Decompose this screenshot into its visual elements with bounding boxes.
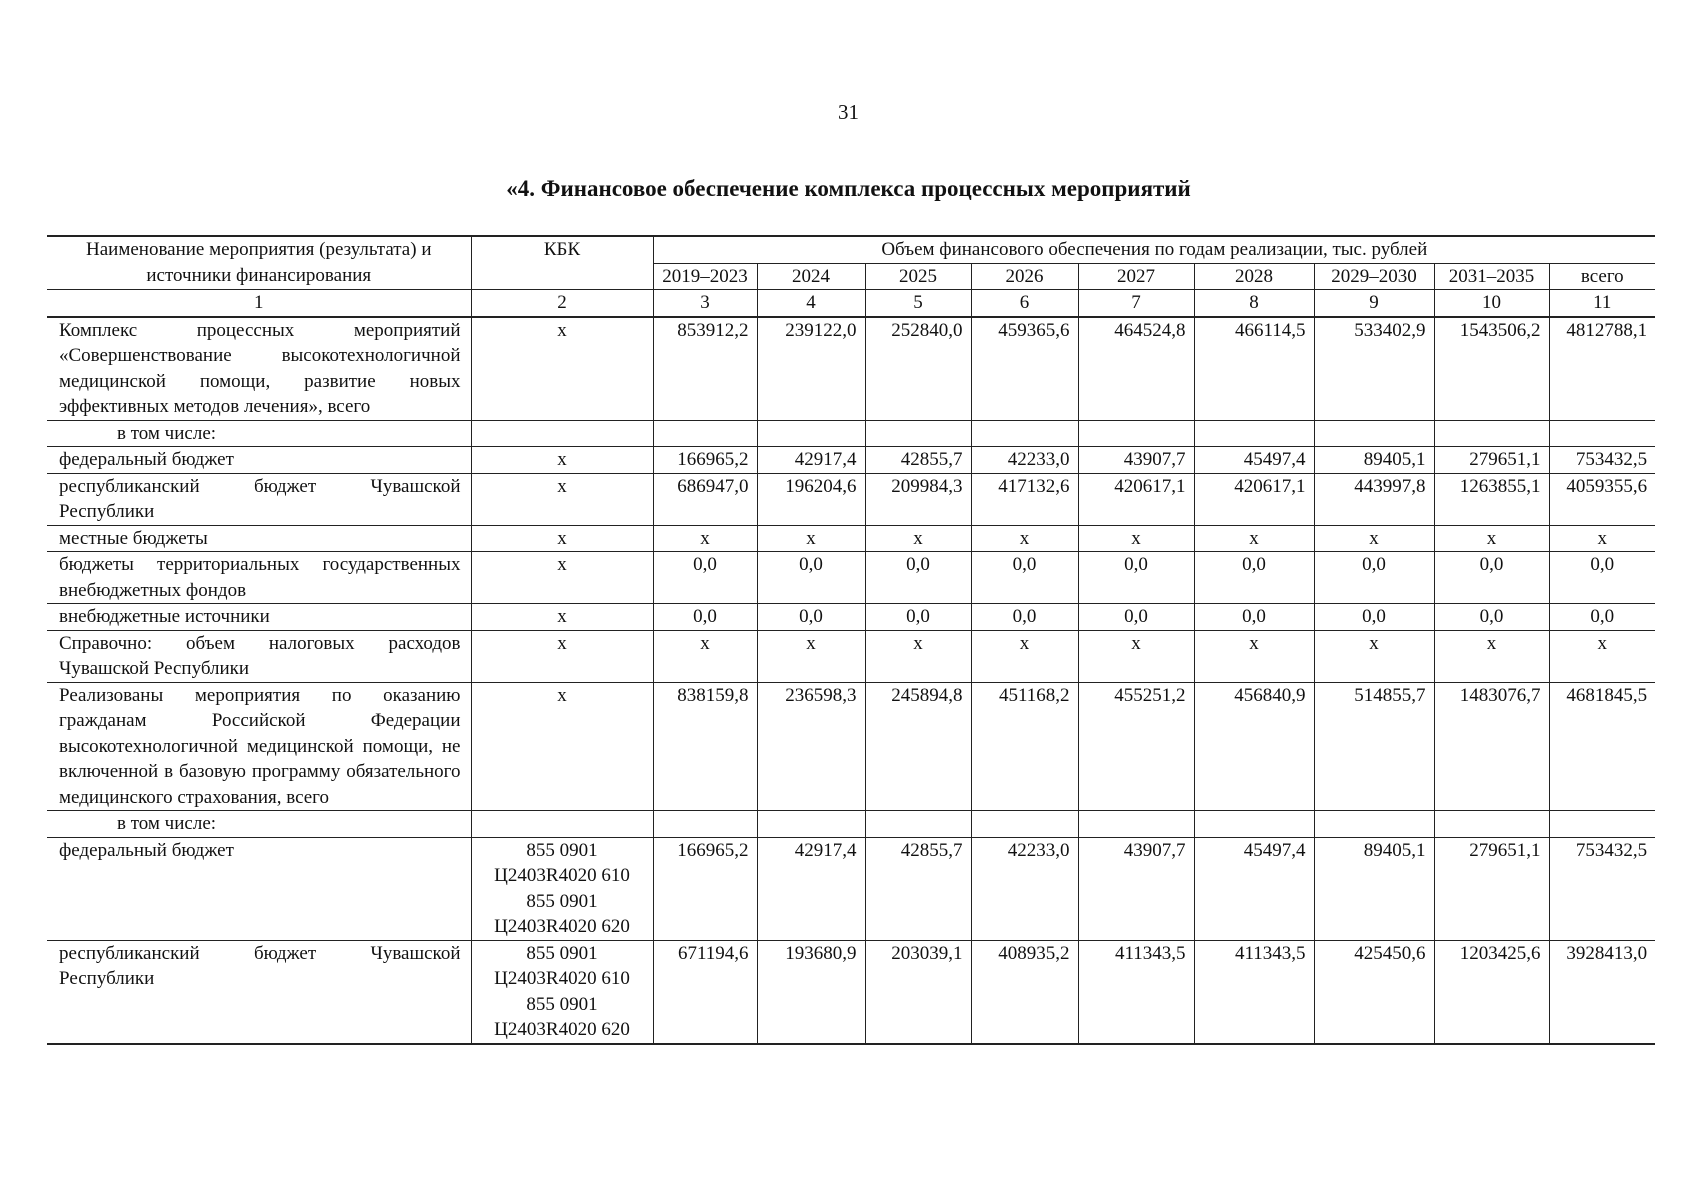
item-name-cell: Справочно: объем налоговых расходов Чувашской Республики <box>47 630 471 682</box>
value-cell: 1263855,1 <box>1434 473 1549 525</box>
value-cell: 0,0 <box>1194 604 1314 631</box>
header-volume-col: Объем финансового обеспечения по годам реализации, тыс. рублей <box>653 236 1655 263</box>
kbk-cell: х <box>471 525 653 552</box>
value-cell: 1543506,2 <box>1434 317 1549 421</box>
column-number: 4 <box>757 290 865 317</box>
header-year: 2031–2035 <box>1434 263 1549 290</box>
kbk-cell: х <box>471 604 653 631</box>
value-cell <box>1194 420 1314 447</box>
value-cell <box>1314 420 1434 447</box>
value-cell <box>653 420 757 447</box>
table-row <box>47 447 1655 474</box>
value-cell <box>1549 420 1655 447</box>
value-cell: 0,0 <box>1549 604 1655 631</box>
value-cell: х <box>971 630 1078 682</box>
header-name-col: Наименование мероприятия (результата) и источники финансирования <box>47 236 471 290</box>
value-cell <box>971 420 1078 447</box>
value-cell: 425450,6 <box>1314 940 1434 1044</box>
value-cell: 279651,1 <box>1434 447 1549 474</box>
value-cell: 466114,5 <box>1194 317 1314 421</box>
value-cell: 0,0 <box>653 552 757 604</box>
value-cell: 533402,9 <box>1314 317 1434 421</box>
header-year: 2028 <box>1194 263 1314 290</box>
kbk-cell: х <box>471 552 653 604</box>
value-cell: 42917,4 <box>757 447 865 474</box>
value-cell <box>865 811 971 838</box>
value-cell <box>1434 811 1549 838</box>
value-cell: х <box>1194 525 1314 552</box>
value-cell <box>757 420 865 447</box>
value-cell: 45497,4 <box>1194 837 1314 940</box>
column-number: 9 <box>1314 290 1434 317</box>
value-cell: 753432,5 <box>1549 447 1655 474</box>
value-cell: 4059355,6 <box>1549 473 1655 525</box>
value-cell: х <box>757 525 865 552</box>
column-number: 5 <box>865 290 971 317</box>
value-cell: 0,0 <box>1078 552 1194 604</box>
kbk-cell: х <box>471 630 653 682</box>
value-cell: х <box>865 525 971 552</box>
value-cell: 4812788,1 <box>1549 317 1655 421</box>
table-row <box>47 630 1655 682</box>
value-cell: 753432,5 <box>1549 837 1655 940</box>
value-cell: 0,0 <box>1314 604 1434 631</box>
header-year: всего <box>1549 263 1655 290</box>
column-number: 3 <box>653 290 757 317</box>
value-cell: 0,0 <box>1434 552 1549 604</box>
value-cell <box>757 811 865 838</box>
kbk-cell: х <box>471 447 653 474</box>
value-cell: 89405,1 <box>1314 447 1434 474</box>
value-cell: х <box>1314 630 1434 682</box>
value-cell: 42233,0 <box>971 837 1078 940</box>
value-cell: 0,0 <box>971 552 1078 604</box>
value-cell: х <box>971 525 1078 552</box>
value-cell: 239122,0 <box>757 317 865 421</box>
value-cell: х <box>1194 630 1314 682</box>
value-cell: 456840,9 <box>1194 682 1314 811</box>
value-cell: 420617,1 <box>1078 473 1194 525</box>
value-cell: 42917,4 <box>757 837 865 940</box>
column-number: 10 <box>1434 290 1549 317</box>
value-cell: 42855,7 <box>865 837 971 940</box>
value-cell: 3928413,0 <box>1549 940 1655 1044</box>
financing-table <box>47 235 1655 1045</box>
table-row <box>47 837 1655 940</box>
column-number: 6 <box>971 290 1078 317</box>
value-cell: х <box>1078 525 1194 552</box>
value-cell: 245894,8 <box>865 682 971 811</box>
value-cell: 0,0 <box>971 604 1078 631</box>
value-cell: 671194,6 <box>653 940 757 1044</box>
value-cell: 0,0 <box>757 552 865 604</box>
value-cell: 464524,8 <box>1078 317 1194 421</box>
section-title: «4. Финансовое обеспечение комплекса процессных мероприятий <box>506 176 1191 201</box>
header-year: 2026 <box>971 263 1078 290</box>
value-cell: х <box>653 525 757 552</box>
column-number: 2 <box>471 290 653 317</box>
subheading-cell: в том числе: <box>47 811 471 838</box>
subheading-cell: в том числе: <box>47 420 471 447</box>
value-cell: 252840,0 <box>865 317 971 421</box>
item-name-cell: Комплекс процессных мероприятий «Совершенствование высокотехнологичной медицинской помощи, развитие новых эффективных методов лечения», всего <box>47 317 471 421</box>
value-cell: 838159,8 <box>653 682 757 811</box>
kbk-cell: х <box>471 682 653 811</box>
value-cell: 0,0 <box>1078 604 1194 631</box>
column-number: 7 <box>1078 290 1194 317</box>
value-cell: 853912,2 <box>653 317 757 421</box>
value-cell <box>1078 420 1194 447</box>
value-cell: 89405,1 <box>1314 837 1434 940</box>
value-cell: 0,0 <box>1314 552 1434 604</box>
value-cell: 0,0 <box>757 604 865 631</box>
value-cell: 0,0 <box>653 604 757 631</box>
column-number: 1 <box>47 290 471 317</box>
value-cell: 45497,4 <box>1194 447 1314 474</box>
value-cell: х <box>653 630 757 682</box>
value-cell <box>1434 420 1549 447</box>
value-cell: 203039,1 <box>865 940 971 1044</box>
table-row <box>47 604 1655 631</box>
value-cell: 459365,6 <box>971 317 1078 421</box>
value-cell <box>1078 811 1194 838</box>
item-name-cell: Реализованы мероприятия по оказанию гражданам Российской Федерации высокотехнологичной медицинской помощи, не включенной в базовую программу обязательного медицинского страхования, всего <box>47 682 471 811</box>
value-cell <box>971 811 1078 838</box>
item-name-cell: республиканский бюджет Чувашской Республики <box>47 473 471 525</box>
value-cell <box>653 811 757 838</box>
value-cell: х <box>1549 630 1655 682</box>
value-cell: 236598,3 <box>757 682 865 811</box>
table-row <box>47 317 1655 421</box>
value-cell: 209984,3 <box>865 473 971 525</box>
value-cell <box>1314 811 1434 838</box>
table-row <box>47 811 1655 838</box>
value-cell: 411343,5 <box>1078 940 1194 1044</box>
value-cell: 455251,2 <box>1078 682 1194 811</box>
header-kbk-col: КБК <box>471 236 653 290</box>
header-year: 2025 <box>865 263 971 290</box>
value-cell <box>1549 811 1655 838</box>
table-row <box>47 682 1655 811</box>
value-cell: 0,0 <box>1434 604 1549 631</box>
value-cell: 43907,7 <box>1078 837 1194 940</box>
item-name-cell: местные бюджеты <box>47 525 471 552</box>
value-cell: 193680,9 <box>757 940 865 1044</box>
value-cell: 42855,7 <box>865 447 971 474</box>
value-cell: 1483076,7 <box>1434 682 1549 811</box>
value-cell: х <box>1434 525 1549 552</box>
value-cell <box>865 420 971 447</box>
value-cell: 279651,1 <box>1434 837 1549 940</box>
header-year: 2027 <box>1078 263 1194 290</box>
value-cell: 4681845,5 <box>1549 682 1655 811</box>
value-cell: 443997,8 <box>1314 473 1434 525</box>
header-row-numbers <box>47 290 1655 317</box>
value-cell: х <box>757 630 865 682</box>
column-number: 11 <box>1549 290 1655 317</box>
header-year: 2029–2030 <box>1314 263 1434 290</box>
header-year: 2019–2023 <box>653 263 757 290</box>
value-cell: 686947,0 <box>653 473 757 525</box>
table-row <box>47 940 1655 1044</box>
item-name-cell: внебюджетные источники <box>47 604 471 631</box>
kbk-cell <box>471 811 653 838</box>
value-cell: 514855,7 <box>1314 682 1434 811</box>
value-cell: х <box>1078 630 1194 682</box>
item-name-cell: федеральный бюджет <box>47 837 471 940</box>
value-cell: 420617,1 <box>1194 473 1314 525</box>
value-cell: 0,0 <box>865 604 971 631</box>
kbk-cell: 855 0901 Ц2403R4020 610 855 0901 Ц2403R4020 620 <box>471 837 653 940</box>
value-cell: 408935,2 <box>971 940 1078 1044</box>
kbk-cell <box>471 420 653 447</box>
value-cell: х <box>1434 630 1549 682</box>
value-cell: 166965,2 <box>653 837 757 940</box>
value-cell: 0,0 <box>1194 552 1314 604</box>
kbk-cell: х <box>471 317 653 421</box>
value-cell: 0,0 <box>865 552 971 604</box>
value-cell: 417132,6 <box>971 473 1078 525</box>
item-name-cell: бюджеты территориальных государственных внебюджетных фондов <box>47 552 471 604</box>
value-cell: х <box>1549 525 1655 552</box>
table-row <box>47 525 1655 552</box>
table-row <box>47 420 1655 447</box>
value-cell: 43907,7 <box>1078 447 1194 474</box>
value-cell: х <box>1314 525 1434 552</box>
value-cell: х <box>865 630 971 682</box>
value-cell: 451168,2 <box>971 682 1078 811</box>
page-number: 31 <box>838 100 859 124</box>
value-cell: 166965,2 <box>653 447 757 474</box>
value-cell: 196204,6 <box>757 473 865 525</box>
item-name-cell: республиканский бюджет Чувашской Республики <box>47 940 471 1044</box>
value-cell: 0,0 <box>1549 552 1655 604</box>
column-number: 8 <box>1194 290 1314 317</box>
item-name-cell: федеральный бюджет <box>47 447 471 474</box>
kbk-cell: х <box>471 473 653 525</box>
value-cell <box>1194 811 1314 838</box>
value-cell: 1203425,6 <box>1434 940 1549 1044</box>
value-cell: 42233,0 <box>971 447 1078 474</box>
table-row <box>47 552 1655 604</box>
table-row <box>47 473 1655 525</box>
header-year: 2024 <box>757 263 865 290</box>
value-cell: 411343,5 <box>1194 940 1314 1044</box>
header-row-main <box>47 236 1655 263</box>
kbk-cell: 855 0901 Ц2403R4020 610 855 0901 Ц2403R4020 620 <box>471 940 653 1044</box>
